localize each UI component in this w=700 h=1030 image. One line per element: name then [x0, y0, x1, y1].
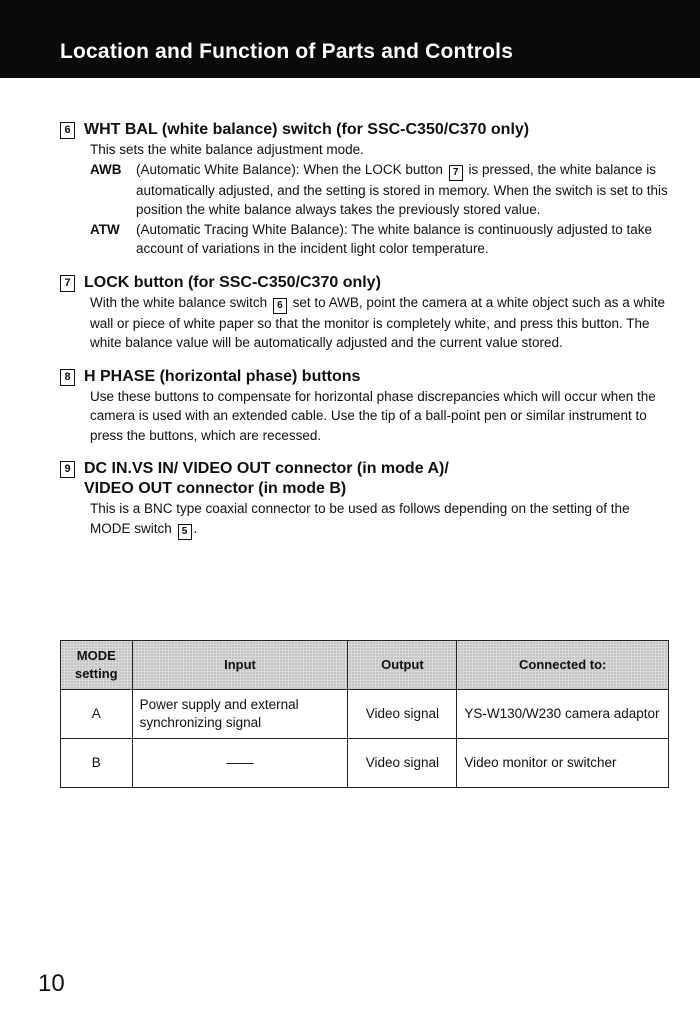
- item-number-box: 8: [60, 369, 75, 386]
- item-number-box: 7: [60, 275, 75, 292]
- section-wht-bal: [60, 120, 670, 259]
- section-title: H PHASE (horizontal phase) buttons: [84, 367, 361, 385]
- definition-description: (Automatic Tracing White Balance): The white balance is continuously adjusted to take account of variations in the incident light color temperature.: [136, 221, 653, 256]
- section-body: Use these buttons to compensate for horizontal phase discrepancies which will occur when the camera is used with an extended cable. Use the tip of a ball-point pen or similar instrument to press the buttons, which are recessed.: [90, 388, 656, 443]
- reference-number-box: 6: [273, 298, 287, 314]
- header-mode-setting: [61, 641, 133, 690]
- header-connected-to: Connected to:: [457, 641, 669, 690]
- page-title: Location and Function of Parts and Controls: [60, 40, 514, 63]
- body-text: This is a BNC type coaxial connector to be used as follows depending on the setting of the MODE switch: [90, 501, 630, 536]
- section-body: [60, 499, 670, 540]
- cell-mode: A: [61, 690, 133, 739]
- header-text: MODE: [76, 648, 116, 663]
- mode-table: [60, 640, 669, 788]
- header-output: Output: [348, 641, 457, 690]
- section-heading: [60, 120, 670, 140]
- table-row: [61, 690, 669, 739]
- section-connector: [60, 459, 670, 540]
- body-text: With the white balance switch: [90, 294, 268, 310]
- section-heading: [60, 273, 670, 293]
- section-body: [60, 293, 670, 353]
- table-row: [61, 739, 669, 788]
- body-text: .: [193, 520, 198, 536]
- section-h-phase: [60, 367, 670, 446]
- definition-term: AWB: [90, 161, 122, 177]
- cell-output: Video signal: [348, 690, 457, 739]
- cell-connected: YS-W130/W230 camera adaptor: [457, 690, 669, 739]
- item-number-box: 6: [60, 122, 75, 139]
- header-input: Input: [132, 641, 348, 690]
- definition-text: is pressed, the white balance is automatically adjusted, and the setting is stored in memory. When the switch is set to this position the white balance always takes the previously stored value.: [136, 161, 668, 217]
- cell-input: Power supply and external synchronizing signal: [132, 690, 348, 739]
- definition-text: (Automatic White Balance): When the LOCK button: [136, 161, 443, 177]
- main-content: [60, 120, 670, 554]
- definition-atw: [90, 220, 670, 259]
- section-title: LOCK button (for SSC-C350/C370 only): [84, 273, 381, 291]
- definition-term: ATW: [90, 221, 120, 237]
- cell-input: ——: [132, 739, 348, 788]
- header-text: setting: [74, 666, 118, 681]
- section-lock-button: [60, 273, 670, 353]
- item-number-box: 9: [60, 461, 75, 478]
- section-body: [60, 140, 670, 259]
- header-bar: [0, 0, 700, 78]
- definition-description: [136, 160, 670, 220]
- section-title: [84, 459, 449, 499]
- cell-output: Video signal: [348, 739, 457, 788]
- section-heading: [60, 367, 670, 387]
- reference-number-box: 5: [178, 524, 192, 540]
- cell-mode: B: [61, 739, 133, 788]
- section-title-line: VIDEO OUT connector (in mode B): [84, 480, 347, 497]
- definition-awb: [90, 160, 670, 220]
- table-header-row: [61, 641, 669, 690]
- section-heading: [60, 459, 670, 499]
- reference-number-box: 7: [449, 165, 463, 181]
- section-title-line: DC IN.VS IN/ VIDEO OUT connector (in mode A)/: [84, 460, 449, 477]
- section-intro: This sets the white balance adjustment mode.: [90, 142, 364, 157]
- cell-connected: Video monitor or switcher: [457, 739, 669, 788]
- body-text: set to AWB, point the camera at a white object such as a white wall or piece of white paper so that the monitor is completely white, and press this button. The white balance value will be automatically adjusted and the current value stored.: [90, 294, 666, 350]
- page-number: 10: [38, 970, 65, 997]
- section-title: WHT BAL (white balance) switch (for SSC-C350/C370 only): [84, 121, 530, 138]
